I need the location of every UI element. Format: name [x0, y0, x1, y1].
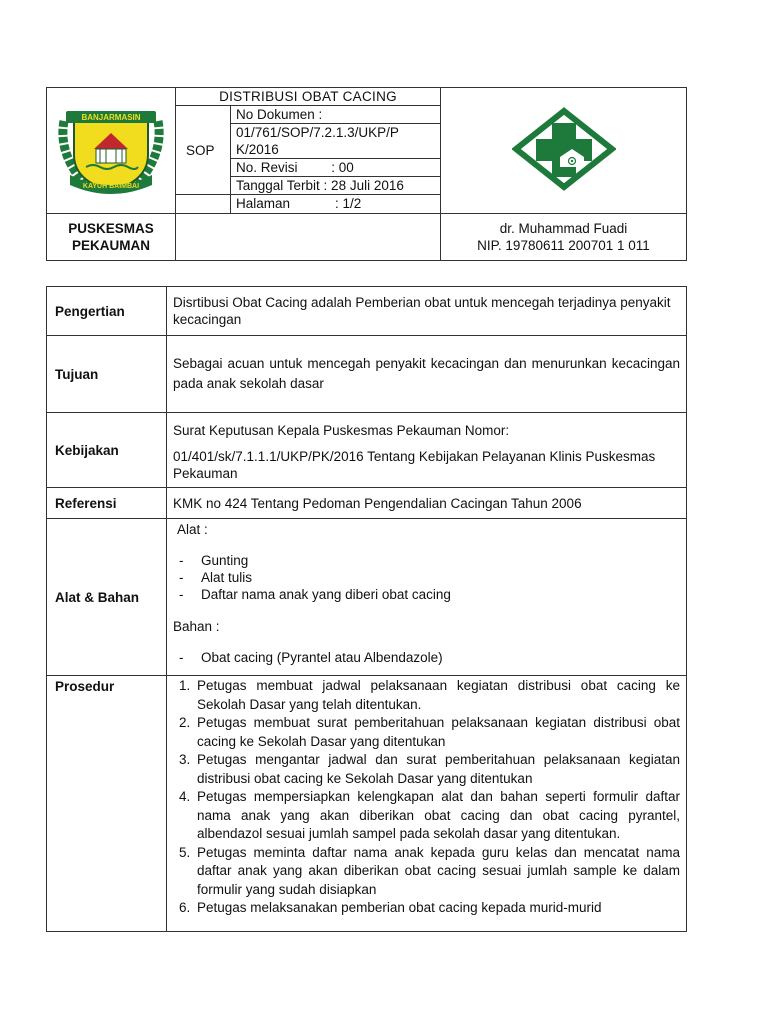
tujuan-label: Tujuan — [47, 336, 167, 413]
step-text: Petugas meminta daftar nama anak kepada guru kelas dan mencatat nama daftar anak yang akan diberikan obat cacing sesuai jumlah sample ke dalam formulir yang sudah disiapkan — [197, 844, 680, 897]
tujuan-text: Sebagai acuan untuk mencegah penyakit kecacingan dan menurunkan kecacingan pada anak sekolah dasar — [167, 336, 687, 413]
procedure-step — [173, 751, 680, 788]
list-item: - Daftar nama anak yang diberi obat cacing — [173, 586, 680, 603]
prosedur-label: Prosedur — [47, 676, 167, 932]
page-number: Halaman : 1/2 — [231, 195, 441, 214]
alat-bahan-content — [167, 519, 687, 676]
kebijakan-line-1: Surat Keputusan Kepala Puskesmas Pekauman Nomor: — [173, 423, 510, 438]
step-text: Petugas membuat surat pemberitahuan pelaksanaan kegiatan distribusi obat cacing ke Sekolah Dasar yang ditentukan — [197, 715, 680, 749]
step-number: 2. — [179, 715, 191, 730]
bahan-heading: Bahan : — [173, 619, 220, 634]
referensi-text: KMK no 424 Tentang Pedoman Pengendalian Cacingan Tahun 2006 — [167, 488, 687, 519]
head-name: dr. Muhammad Fuadi — [499, 221, 628, 236]
step-text: Petugas membuat jadwal pelaksanaan kegiatan distribusi obat cacing ke Sekolah Dasar yang telah ditentukan. — [197, 678, 680, 712]
procedure-step — [173, 677, 680, 714]
procedure-step — [173, 844, 680, 900]
section-kebijakan — [47, 413, 687, 488]
kebijakan-label: Kebijakan — [47, 413, 167, 488]
head-nip: NIP. 19780611 200701 1 011 — [477, 238, 650, 253]
section-alat-bahan — [47, 519, 687, 676]
puskesmas-logo-cell — [441, 88, 687, 214]
banjarmasin-emblem-icon — [56, 103, 166, 195]
document-title: DISTRIBUSI OBAT CACING — [176, 88, 441, 106]
issue-date: Tanggal Terbit : 28 Juli 2016 — [231, 177, 441, 195]
alat-list — [173, 552, 680, 603]
alat-bahan-label: Alat & Bahan — [47, 519, 167, 676]
step-number: 3. — [179, 752, 191, 767]
svg-text:KAYUH BAIMBAI: KAYUH BAIMBAI — [82, 182, 140, 190]
list-item: - Gunting — [173, 552, 680, 569]
svg-text:BANJARMASIN: BANJARMASIN — [81, 112, 141, 122]
puskesmas-logo-icon — [512, 107, 616, 191]
document-number-label: No Dokumen : — [231, 106, 441, 124]
banjarmasin-logo-cell — [47, 88, 176, 214]
pengertian-label: Pengertian — [47, 287, 167, 336]
section-pengertian — [47, 287, 687, 336]
referensi-label: Referensi — [47, 488, 167, 519]
prosedur-content — [167, 676, 687, 932]
kebijakan-text — [167, 413, 687, 488]
document-header — [46, 87, 687, 261]
sop-label: SOP — [176, 106, 231, 195]
step-text: Petugas mempersiapkan kelengkapan alat dan bahan seperti formulir daftar nama anak yang akan diberikan obat cacing dan obat cacing pyrantel, albendazol sesuai jumlah sampel pada sekolah dasar yang ditentukan. — [197, 789, 680, 841]
section-tujuan — [47, 336, 687, 413]
section-referensi — [47, 488, 687, 519]
step-text: Petugas mengantar jadwal dan surat pemberitahuan pelaksanaan kegiatan distribusi obat cacing ke Sekolah Dasar yang ditentukan — [197, 752, 680, 786]
procedure-step — [173, 714, 680, 751]
document-number-line-1: 01/761/SOP/7.2.1.3/UKP/P — [236, 125, 399, 140]
organization-line-1: PUSKESMAS — [68, 221, 154, 236]
sop-content-table — [46, 286, 687, 932]
step-number: 1. — [179, 678, 191, 693]
pengertian-text: Disrtibusi Obat Cacing adalah Pemberian obat untuk mencegah terjadinya penyakit kecacingan — [167, 287, 687, 336]
step-number: 5. — [179, 844, 191, 860]
alat-heading: Alat : — [177, 522, 208, 537]
procedure-step — [173, 899, 680, 918]
organization-name — [47, 214, 176, 261]
procedure-step — [173, 788, 680, 844]
document-number-value — [231, 124, 441, 159]
organization-line-2: PEKAUMAN — [71, 238, 150, 253]
step-number: 6. — [179, 900, 191, 915]
document-number-line-2: K/2016 — [236, 142, 279, 157]
head-signature-cell — [441, 214, 687, 261]
section-prosedur — [47, 676, 687, 932]
list-item: - Alat tulis — [173, 569, 680, 586]
empty-signature-cell — [176, 214, 441, 261]
list-item: - Obat cacing (Pyrantel atau Albendazole) — [173, 649, 680, 666]
bahan-list — [173, 649, 680, 666]
kebijakan-line-2: 01/401/sk/7.1.1.1/UKP/PK/2016 Tentang Kebijakan Pelayanan Klinis Puskesmas Pekauman — [173, 449, 656, 481]
revision-number: No. Revisi : 00 — [231, 159, 441, 177]
step-number: 4. — [179, 789, 191, 804]
step-text: Petugas melaksanakan pemberian obat cacing kepada murid-murid — [197, 900, 602, 915]
prosedur-steps — [173, 677, 680, 918]
